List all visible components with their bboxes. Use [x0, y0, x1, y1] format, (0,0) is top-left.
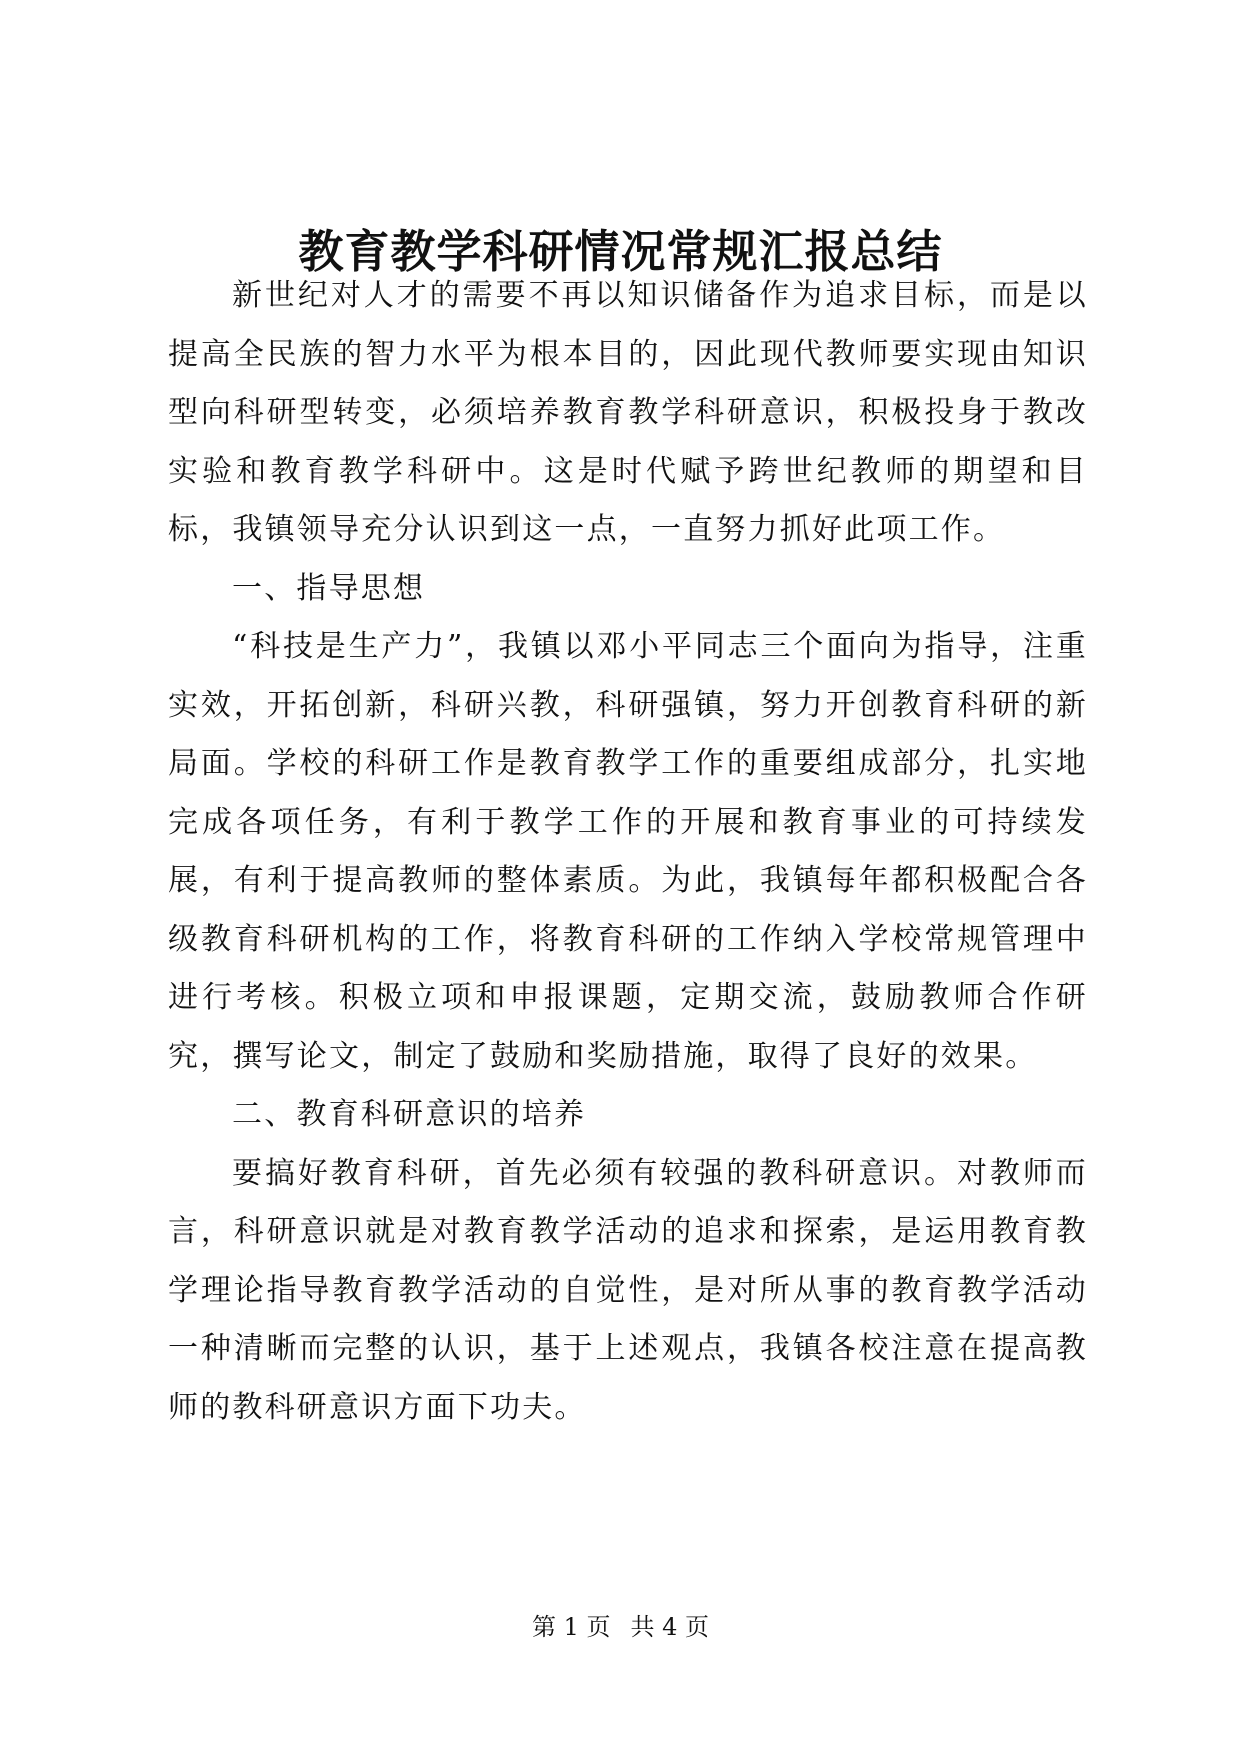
page-total: 共 4 页 [630, 1613, 710, 1641]
paragraph-intro: 新世纪对人才的需要不再以知识储备作为追求目标，而是以提高全民族的智力水平为根本目的，因此现代教师要实现由知识型向科研型转变，必须培养教育教学科研意识，积极投身于教改实验和教育教学科研中。这是时代赋予跨世纪教师的期望和目标，我镇领导充分认识到这一点，一直努力抓好此项工作。 [168, 278, 1088, 547]
document-body [168, 267, 1088, 1437]
section-heading-research-awareness: 二、教育科研意识的培养 [232, 1097, 587, 1132]
section-heading-guiding-ideology: 一、指导思想 [232, 570, 426, 606]
paragraph-research-awareness: 要搞好教育科研，首先必须有较强的教科研意识。对教师而言，科研意识就是对教育教学活动的追求和探索，是运用教育教学理论指导教育教学活动的自觉性，是对所从事的教育教学活动一种清晰而完整的认识，基于上述观点，我镇各校注意在提高教师的教科研意识方面下功夫。 [168, 1155, 1088, 1425]
page-footer [0, 1612, 1241, 1642]
document-title: 教育教学科研情况常规汇报总结 [298, 225, 943, 278]
page-number: 第 1 页 [531, 1613, 611, 1641]
paragraph-guiding-ideology: “科技是生产力”，我镇以邓小平同志三个面向为指导，注重实效，开拓创新，科研兴教，科研强镇，努力开创教育科研的新局面。学校的科研工作是教育教学工作的重要组成部分，扎实地完成各项任务，有利于教学工作的开展和教育事业的可持续发展，有利于提高教师的整体素质。为此，我镇每年都积极配合各级教育科研机构的工作，将教育科研的工作纳入学校常规管理中进行考核。积极立项和申报课题，定期交流，鼓励教师合作研究，撰写论文，制定了鼓励和奖励措施，取得了良好的效果。 [168, 629, 1088, 1074]
